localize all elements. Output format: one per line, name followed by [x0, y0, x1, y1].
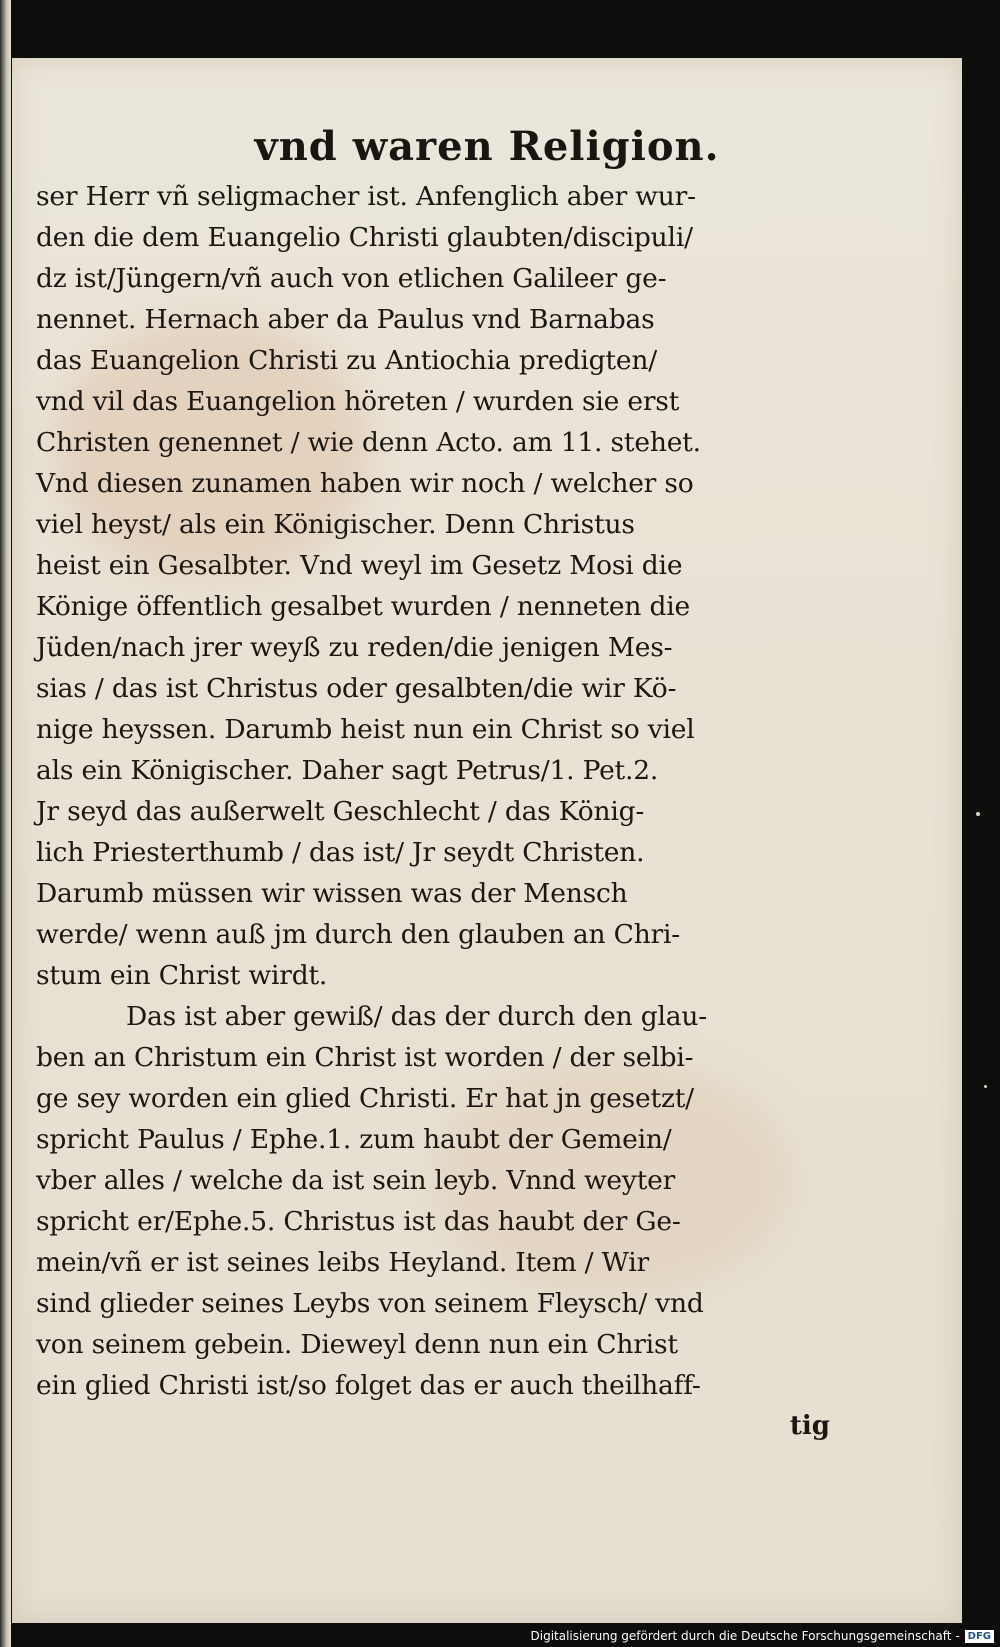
- text-line: sias / das ist Christus oder gesalbten/die wir Kö-: [36, 673, 677, 704]
- digitization-credit: [531, 1627, 995, 1645]
- text-line: Jüden/nach jrer weyß zu reden/die jenigen Mes-: [36, 632, 673, 663]
- text-line: lich Priesterthumb / das ist/ Jr seydt Christen.: [36, 837, 645, 868]
- text-line: heist ein Gesalbter. Vnd weyl im Gesetz Mosi die: [36, 550, 683, 581]
- binding-edge: [0, 0, 11, 1647]
- text-line: werde/ wenn auß jm durch den glauben an Chri-: [36, 919, 681, 950]
- catchword: tig: [789, 1411, 830, 1441]
- text-line: das Euangelion Christi zu Antiochia predigten/: [36, 345, 657, 376]
- text-line: spricht Paulus / Ephe.1. zum haubt der Gemein/: [36, 1124, 672, 1155]
- text-line: nige heyssen. Darumb heist nun ein Christ so viel: [36, 714, 695, 745]
- text-line: vber alles / welche da ist sein leyb. Vnnd weyter: [36, 1165, 676, 1196]
- paragraph-start-line: Das ist aber gewiß/ das der durch den glau-: [126, 1001, 707, 1032]
- text-line: Jr seyd das außerwelt Geschlecht / das König-: [36, 796, 645, 827]
- text-line: nennet. Hernach aber da Paulus vnd Barnabas: [36, 304, 655, 335]
- text-line: Könige öffentlich gesalbet wurden / nenneten die: [36, 591, 690, 622]
- dfg-logo: DFG: [965, 1630, 994, 1643]
- text-line: ge sey worden ein glied Christi. Er hat jn gesetzt/: [36, 1083, 694, 1114]
- text-line: Darumb müssen wir wissen was der Mensch: [36, 878, 628, 909]
- text-line: von seinem gebein. Dieweyl denn nun ein Christ: [36, 1329, 678, 1360]
- text-line: Vnd diesen zunamen haben wir noch / welcher so: [36, 468, 694, 499]
- text-line: viel heyst/ als ein Königischer. Denn Christus: [36, 509, 635, 540]
- book-page: [12, 58, 962, 1623]
- text-line: sind glieder seines Leybs von seinem Fleysch/ vnd: [36, 1288, 704, 1319]
- text-line: als ein Königischer. Daher sagt Petrus/1. Pet.2.: [36, 755, 659, 786]
- text-line: ein glied Christi ist/so folget das er auch theilhaff-: [36, 1370, 701, 1401]
- text-line: Christen genennet / wie denn Acto. am 11. stehet.: [36, 427, 701, 458]
- scan-speck: [984, 1085, 987, 1088]
- text-line: mein/vñ er ist seines leibs Heyland. Item / Wir: [36, 1247, 649, 1278]
- text-line: ben an Christum ein Christ ist worden / der selbi-: [36, 1042, 694, 1073]
- text-line: dz ist/Jüngern/vñ auch von etlichen Galileer ge-: [36, 263, 667, 294]
- text-line: stum ein Christ wirdt.: [36, 960, 328, 991]
- text-line: den die dem Euangelio Christi glaubten/discipuli/: [36, 222, 693, 253]
- text-line: ser Herr vñ seligmacher ist. Anfenglich aber wur-: [36, 181, 696, 212]
- credit-text: Digitalisierung gefördert durch die Deutsche Forschungsgemeinschaft -: [530, 1629, 960, 1643]
- body-text: [36, 176, 836, 1446]
- running-head: vnd waren Religion.: [254, 123, 720, 170]
- scan-speck: [976, 812, 980, 816]
- text-line: spricht er/Ephe.5. Christus ist das haubt der Ge-: [36, 1206, 681, 1237]
- text-line: vnd vil das Euangelion höreten / wurden sie erst: [36, 386, 680, 417]
